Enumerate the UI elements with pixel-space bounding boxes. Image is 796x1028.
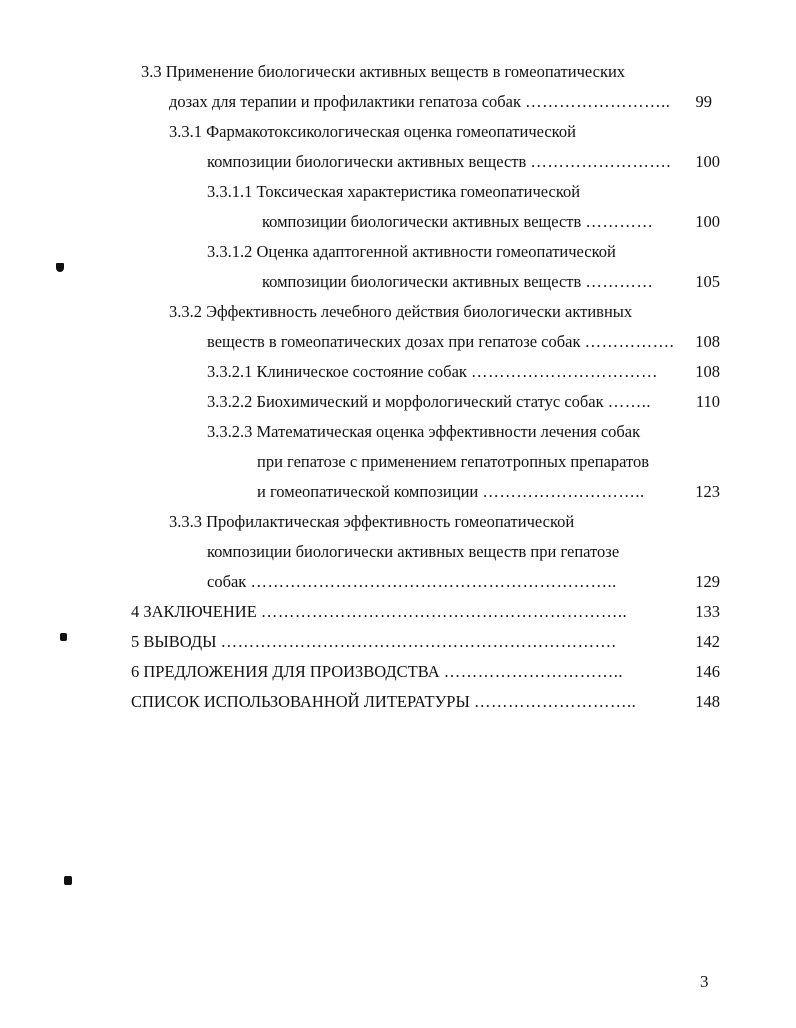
toc-text: и гомеопатической композиции bbox=[257, 482, 479, 501]
toc-page-number: 133 bbox=[695, 602, 720, 621]
toc-page-number: 108 bbox=[695, 362, 720, 381]
toc-text: 5 ВЫВОДЫ bbox=[131, 632, 217, 651]
toc-entry-3-3-3-title-cont2 bbox=[207, 572, 617, 592]
toc-page-number: 146 bbox=[695, 662, 720, 681]
toc-leader-dots: ……………………….. bbox=[473, 692, 637, 711]
scan-mark bbox=[64, 876, 72, 885]
toc-entry-3-3-1-2-title-cont bbox=[262, 272, 653, 292]
toc-leader-dots: ……………………………………………………………. bbox=[220, 632, 617, 651]
toc-leader-dots: ……………………………………………………….. bbox=[250, 572, 617, 591]
toc-text: композиции биологически активных веществ bbox=[207, 152, 527, 171]
toc-entry-3-3-3-title: 3.3.3 Профилактическая эффективность гомеопатической bbox=[169, 512, 575, 531]
scan-mark bbox=[56, 263, 64, 272]
toc-entry-conclusion bbox=[131, 602, 627, 622]
toc-page-number: 148 bbox=[695, 692, 720, 711]
toc-text: собак bbox=[207, 572, 247, 591]
toc-leader-dots: ……………………………………………………….. bbox=[260, 602, 628, 621]
toc-entry-proposals bbox=[131, 662, 623, 682]
toc-entry-3-3-2-1-title bbox=[207, 362, 658, 382]
toc-text: веществ в гомеопатических дозах при гепатозе собак bbox=[207, 332, 581, 351]
toc-text: 3.3.2.2 Биохимический и морфологический статус собак bbox=[207, 392, 604, 411]
toc-text: композиции биологически активных веществ bbox=[262, 212, 582, 231]
toc-page-number: 99 bbox=[695, 92, 712, 111]
toc-page-number: 100 bbox=[695, 212, 720, 231]
toc-page-number: 142 bbox=[695, 632, 720, 651]
toc-leader-dots: ……………. bbox=[584, 332, 675, 351]
toc-entry-3-3-1-title-cont bbox=[207, 152, 671, 172]
toc-entry-3-3-title: 3.3 Применение биологически активных веществ в гомеопатических bbox=[141, 62, 626, 81]
toc-text: 3.3.2.1 Клиническое состояние собак bbox=[207, 362, 467, 381]
toc-leader-dots: …….. bbox=[607, 392, 652, 411]
toc-entry-3-3-1-1-title: 3.3.1.1 Токсическая характеристика гомеопатической bbox=[207, 182, 581, 201]
page-number: 3 bbox=[700, 972, 709, 991]
toc-entry-3-3-1-title: 3.3.1 Фармакотоксикологическая оценка гомеопатической bbox=[169, 122, 576, 141]
toc-leader-dots: ……………………….. bbox=[482, 482, 645, 501]
toc-entry-3-3-title-cont bbox=[169, 92, 670, 112]
toc-text: композиции биологически активных веществ bbox=[262, 272, 582, 291]
toc-text: дозах для терапии и профилактики гепатоза собак bbox=[169, 92, 522, 111]
toc-page-number: 110 bbox=[695, 392, 720, 411]
toc-text: 4 ЗАКЛЮЧЕНИЕ bbox=[131, 602, 257, 621]
toc-text: 6 ПРЕДЛОЖЕНИЯ ДЛЯ ПРОИЗВОДСТВА bbox=[131, 662, 440, 681]
toc-page-number: 123 bbox=[695, 482, 720, 501]
toc-leader-dots: …………………….. bbox=[525, 92, 671, 111]
toc-entry-references bbox=[131, 692, 636, 712]
toc-entry-3-3-1-1-title-cont bbox=[262, 212, 653, 232]
toc-entry-3-3-2-3-title-cont2 bbox=[257, 482, 645, 502]
toc-entry-3-3-2-3-title: 3.3.2.3 Математическая оценка эффективности лечения собак bbox=[207, 422, 641, 441]
toc-entry-3-3-1-2-title: 3.3.1.2 Оценка адаптогенной активности гомеопатической bbox=[207, 242, 616, 261]
toc-entry-findings bbox=[131, 632, 616, 652]
toc-page-number: 129 bbox=[695, 572, 720, 591]
toc-leader-dots: ………… bbox=[585, 212, 654, 231]
toc-page-number: 100 bbox=[695, 152, 720, 171]
toc-leader-dots: ………………………….. bbox=[443, 662, 623, 681]
toc-entry-3-3-3-title-cont: композиции биологически активных веществ при гепатозе bbox=[207, 542, 620, 561]
toc-text: СПИСОК ИСПОЛЬЗОВАННОЙ ЛИТЕРАТУРЫ bbox=[131, 692, 470, 711]
toc-leader-dots: ……………………. bbox=[530, 152, 672, 171]
scan-mark bbox=[60, 633, 67, 641]
toc-entry-3-3-2-title: 3.3.2 Эффективность лечебного действия биологически активных bbox=[169, 302, 633, 321]
toc-entry-3-3-2-3-title-cont: при гепатозе с применением гепатотропных препаратов bbox=[257, 452, 650, 471]
toc-leader-dots: ………… bbox=[585, 272, 654, 291]
toc-page-number: 105 bbox=[695, 272, 720, 291]
toc-leader-dots: …………………………… bbox=[471, 362, 659, 381]
toc-entry-3-3-2-title-cont bbox=[207, 332, 674, 352]
toc-entry-3-3-2-2-title bbox=[207, 392, 651, 412]
toc-page-number: 108 bbox=[695, 332, 720, 351]
